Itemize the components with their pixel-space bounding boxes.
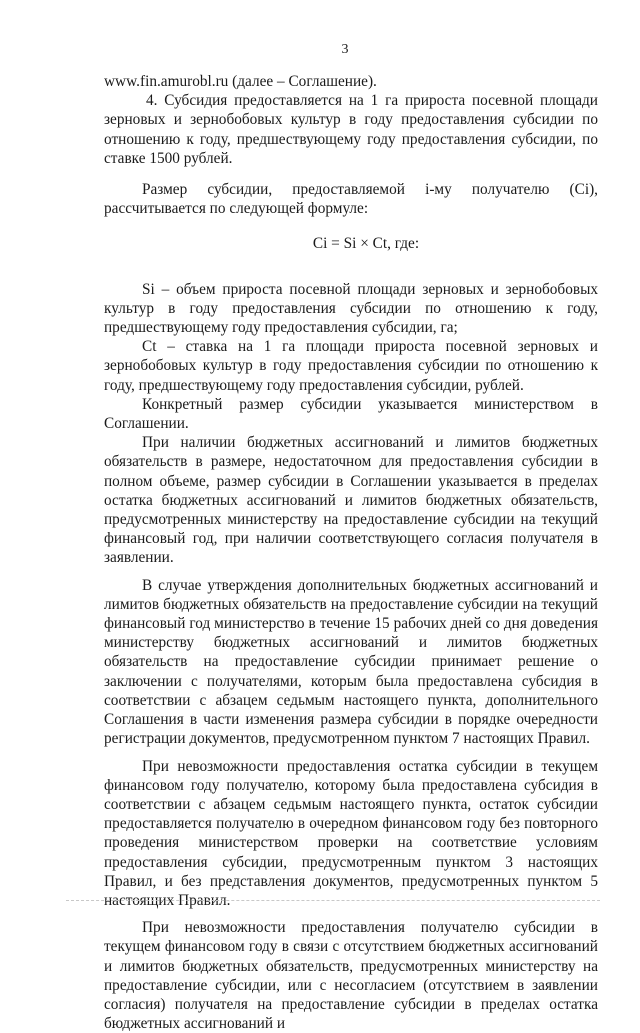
paragraph-impossibility: При невозможности предоставления получателю субсидии в текущем финансовом году в связи с отсутствием бюджетных ассигнований и лимитов бюджетных обязательств, предусмотренных министерству на предоставление субсидии, или с несогласием (отсутствием в заявлении согласия) получателя на предоставление субсидии в пределах остатка бюджетных ассигнований и: [104, 919, 598, 1033]
subsidy-formula: Ci = Si × Ct, где:: [312, 235, 420, 253]
paragraph-additional-allocations: В случае утверждения дополнительных бюджетных ассигнований и лимитов бюджетных обязательств на предоставление субсидии на текущий финансовый год министерство в течение 15 рабочих дней со дня доведения министерству бюджетных ассигнований и лимитов бюджетных обязательств на предоставление субсидии принимает решение о заключении с получателями, которым была предоставлена субсидия в соответствии с абзацем седьмым настоящего пункта, дополнительного Соглашения в части изменения размера субсидии в порядке очередности регистрации документов, предусмотренном пунктом 7 настоящих Правил.: [104, 576, 598, 748]
paragraph-ct-definition: Ct – ставка на 1 га площади прироста посевной зерновых и зернобобовых культур в году предоставления субсидии по отношению к году, предшествующему году предоставления субсидии, рублей.: [104, 338, 598, 394]
paragraph-insufficient-funds: При наличии бюджетных ассигнований и лимитов бюджетных обязательств в размере, недостаточном для предоставления субсидии в полном объеме, размер субсидии в Соглашении указывается в пределах остатка бюджетных ассигнований и лимитов бюджетных обязательств, предусмотренных министерству на предоставление субсидии на текущий финансовый год, при наличии соответствующего согласия получателя в заявлении.: [104, 434, 598, 567]
paragraph-remaining-subsidy: При невозможности предоставления остатка субсидии в текущем финансовом году получателю, которому была предоставлена субсидия в соответствии с абзацем седьмым настоящего пункта, остаток субсидии предоставляется получателю в очередном финансовом году без повторного проведения министерством проверки на соответствие условиям предоставления субсидии, предусмотренным пунктом 3 настоящих Правил, и без представления документов, предусмотренных пунктом 5 настоящих Правил.: [104, 757, 598, 909]
paragraph-clause-4: 4. Субсидия предоставляется на 1 га прироста посевной площади зерновых и зернобобовых культур в году предоставления субсидии по отношению к году, предшествующему году предоставления субсидии, по ставке 1500 рублей.: [104, 92, 598, 167]
paragraph-specific-amount: Конкретный размер субсидии указывается министерством в Соглашении.: [104, 395, 598, 433]
page-number: 3: [341, 42, 349, 57]
page-bottom-edge: [66, 900, 600, 901]
paragraph-url-continuation: www.fin.amurobl.ru (далее – Соглашение).: [104, 73, 377, 90]
paragraph-formula-intro: Размер субсидии, предоставляемой i-му получателю (Ci), рассчитывается по следующей формуле:: [104, 181, 598, 218]
paragraph-si-definition: Si – объем прироста посевной площади зерновых и зернобобовых культур в году предоставления субсидии по отношению к году, предшествующему году предоставления субсидии, га;: [104, 280, 598, 337]
document-body: [104, 72, 598, 1033]
